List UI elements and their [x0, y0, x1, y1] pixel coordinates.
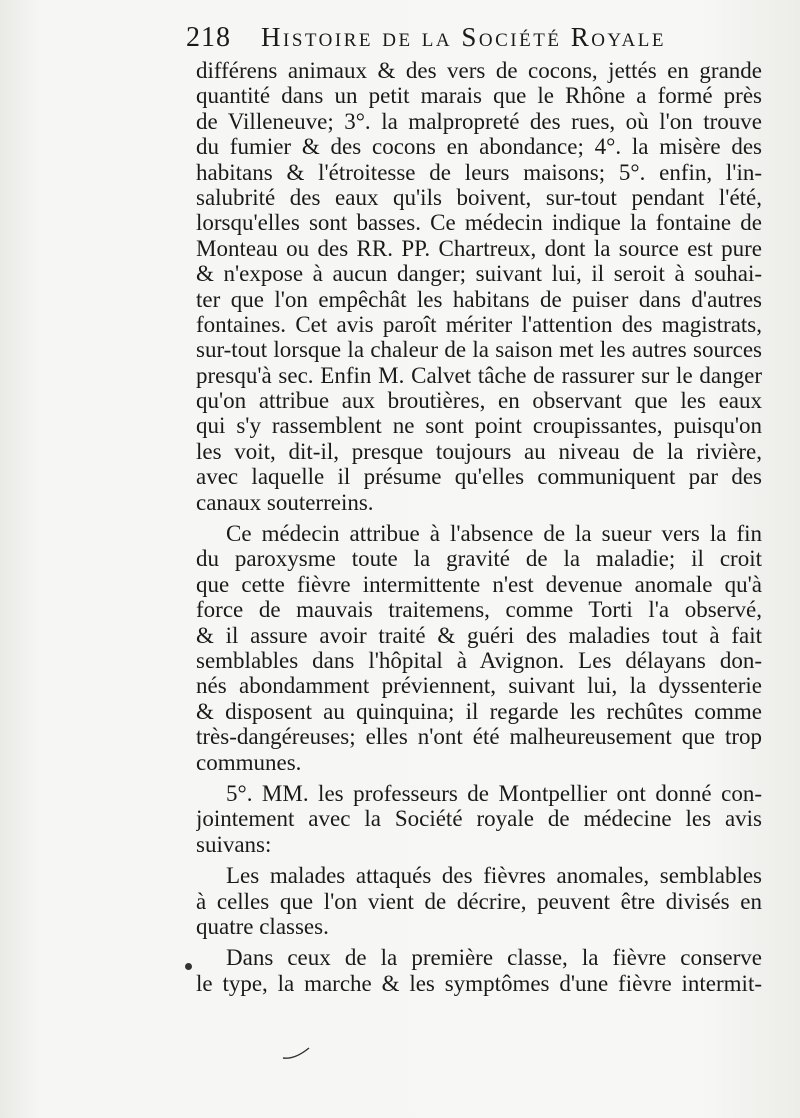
- text-line: fontaines. Cet avis paroît mériter l'attention des magistrats,: [196, 311, 762, 337]
- text-line: que cette fièvre intermittente n'est devenue anomale qu'à: [196, 571, 762, 597]
- text-line: quantité dans un petit marais que le Rhône a formé près: [196, 83, 762, 109]
- text-line: lorsqu'elles sont basses. Ce médecin indique la fontaine de: [196, 210, 762, 236]
- text-line: de Villeneuve; 3°. la malpropreté des rues, où l'on trouve: [196, 108, 762, 134]
- page-header: [186, 22, 786, 62]
- text-line: du paroxysme toute la gravité de la maladie; il croit: [196, 546, 762, 572]
- text-line: semblables dans l'hôpital à Avignon. Les délayans don-: [196, 647, 762, 673]
- text-line: sur-tout lorsque la chaleur de la saison met les autres sources: [196, 337, 762, 363]
- text-line: très-dangéreuses; elles n'ont été malheureusement que trop: [196, 724, 762, 750]
- pen-mark: [282, 1046, 310, 1060]
- text-line: Dans ceux de la première classe, la fièvre conserve: [226, 945, 762, 971]
- page-number: 218: [186, 22, 231, 53]
- text-line: & il assure avoir traité & guéri des maladies tout à fait: [196, 622, 762, 648]
- text-line: suivans:: [196, 831, 272, 857]
- text-line: le type, la marche & les symptômes d'une fièvre intermit-: [196, 970, 762, 996]
- text-line: communes.: [196, 749, 302, 775]
- text-line: quatre classes.: [196, 913, 329, 939]
- text-line: habitans & l'étroitesse de leurs maisons; 5°. enfin, l'in-: [196, 159, 762, 185]
- paragraph: [196, 521, 762, 775]
- paragraph: [196, 945, 762, 996]
- running-head: Histoire de la Société Royale: [261, 22, 666, 52]
- text-line: salubrité des eaux qu'ils boivent, sur-tout pendant l'été,: [196, 184, 762, 210]
- text-line: nés abondamment préviennent, suivant lui, la dyssenterie: [196, 673, 762, 699]
- text-line: différens animaux & des vers de cocons, jettés en grande: [196, 58, 762, 83]
- text-line: Monteau ou des RR. PP. Chartreux, dont la source est pure: [196, 235, 762, 261]
- text-line: qui s'y rassemblent ne sont point croupissantes, puisqu'on: [196, 413, 762, 439]
- text-line: 5°. MM. les professeurs de Montpellier ont donné con-: [226, 780, 762, 806]
- text-line: ter que l'on empêchât les habitans de puiser dans d'autres: [196, 286, 762, 312]
- paragraph: [196, 58, 762, 515]
- paragraph: [196, 863, 762, 939]
- text-line: avec laquelle il présume qu'elles communiquent par des: [196, 464, 762, 490]
- text-line: les voit, dit-il, presque toujours au niveau de la rivière,: [196, 438, 762, 464]
- text-line: du fumier & des cocons en abondance; 4°. la misère des: [196, 134, 762, 160]
- text-line: & n'expose à aucun danger; suivant lui, il seroit à souhai-: [196, 261, 762, 287]
- text-line: qu'on attribue aux broutières, en observant que les eaux: [196, 388, 762, 414]
- text-line: Ce médecin attribue à l'absence de la sueur vers la fin: [226, 521, 762, 547]
- text-line: Les malades attaqués des fièvres anomales, semblables: [226, 863, 762, 889]
- text-line: jointement avec la Société royale de médecine les avis: [196, 806, 762, 832]
- paragraph: [196, 781, 762, 857]
- text-line: presqu'à sec. Enfin M. Calvet tâche de rassurer sur le danger: [196, 362, 762, 388]
- text-line: à celles que l'on vient de décrire, peuvent être divisés en: [196, 888, 762, 914]
- ink-dot: [185, 963, 192, 970]
- text-line: & disposent au quinquina; il regarde les rechûtes comme: [196, 698, 762, 724]
- text-line: force de mauvais traitemens, comme Torti l'a observé,: [196, 597, 762, 623]
- body-text: [196, 58, 762, 996]
- text-line: canaux souterreins.: [196, 489, 374, 515]
